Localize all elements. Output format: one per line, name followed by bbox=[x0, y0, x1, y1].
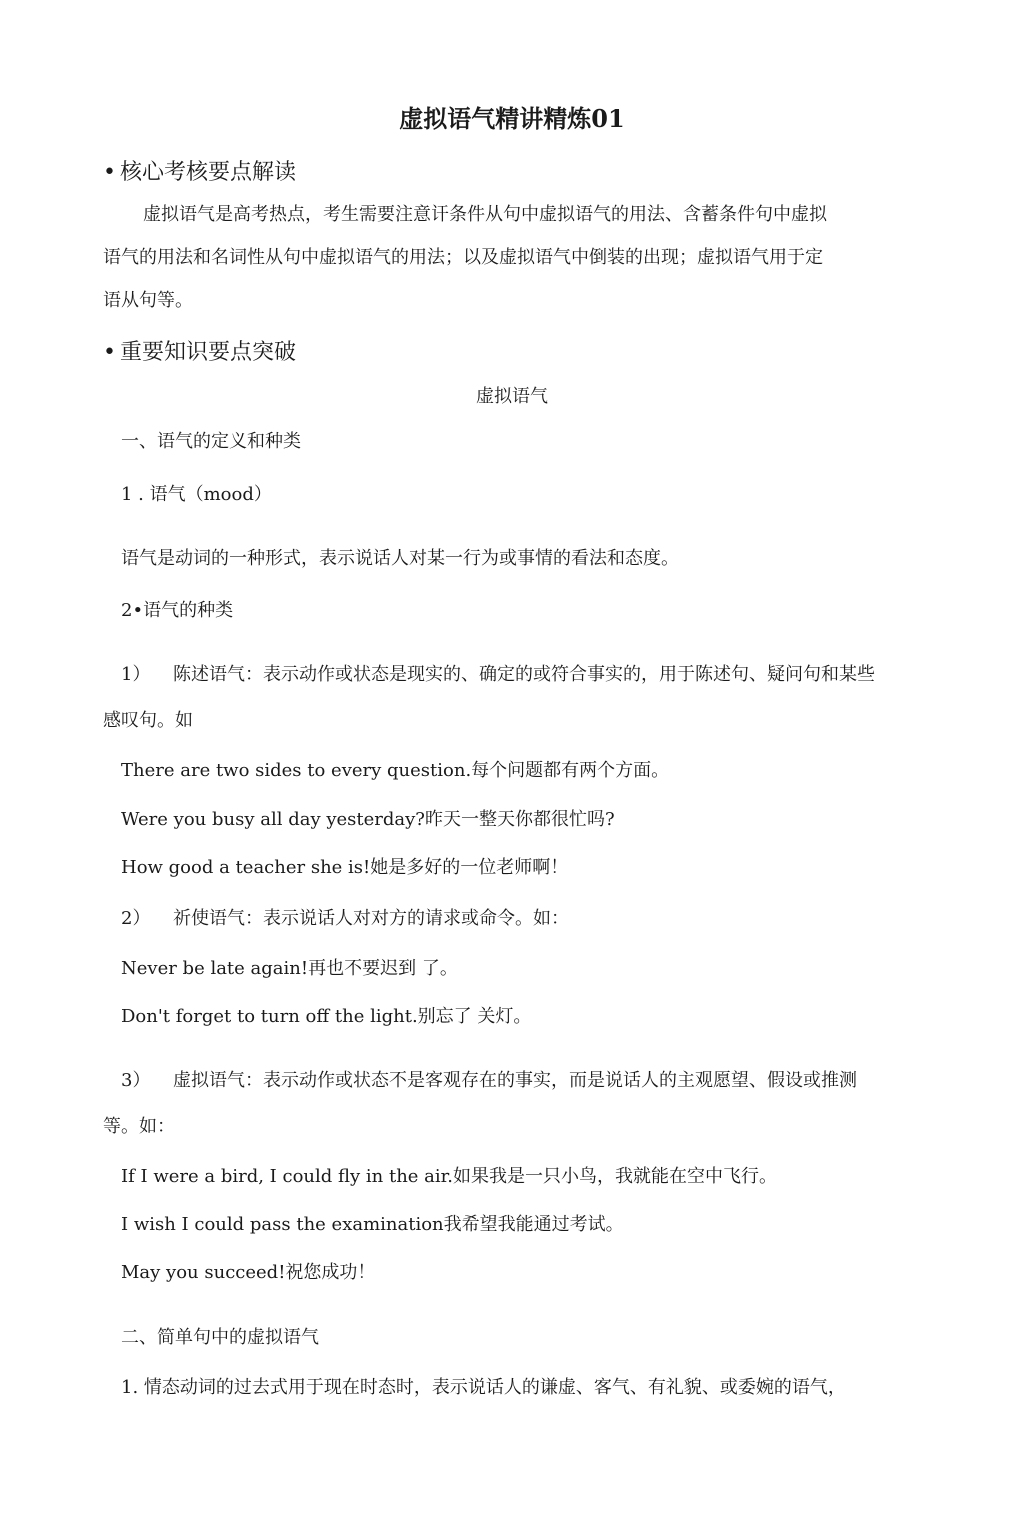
type2-number: 2） bbox=[121, 908, 151, 929]
example-line: Never be late again!再也不要迟到 了。 bbox=[121, 958, 458, 979]
example-line: I wish I could pass the examination我希望我能通过考试。 bbox=[121, 1214, 624, 1235]
subtitle: 虚拟语气 bbox=[476, 386, 548, 407]
example-line: If I were a bird, I could fly in the air.如果我是一只小鸟，我就能在空中飞行。 bbox=[121, 1166, 778, 1187]
type2-text: 祈使语气：表示说话人对对方的请求或命令。如： bbox=[173, 908, 569, 929]
item1-title: 1 . 语气（mood） bbox=[121, 484, 272, 505]
section-heading-core-text: 核心考核要点解读 bbox=[119, 160, 296, 185]
type2-line bbox=[121, 907, 569, 931]
example-line: Don't forget to turn off the light.别忘了 关灯。 bbox=[121, 1006, 532, 1027]
type3-line bbox=[121, 1069, 857, 1093]
intro-paragraph-line: 语气的用法和名词性从句中虚拟语气的用法；以及虚拟语气中倒装的出现；虚拟语气用于定 bbox=[103, 247, 823, 268]
type3-line-cont: 等。如： bbox=[103, 1116, 175, 1137]
bullet-icon: • bbox=[103, 160, 116, 185]
example-line: May you succeed!祝您成功！ bbox=[121, 1262, 376, 1283]
type3-text: 虚拟语气：表示动作或状态不是客观存在的事实，而是说话人的主观愿望、假设或推测 bbox=[173, 1070, 857, 1091]
part2-item1: 1. 情态动词的过去式用于现在时态时，表示说话人的谦虚、客气、有礼貌、或委婉的语气， bbox=[121, 1377, 846, 1398]
part2-heading: 二、简单句中的虚拟语气 bbox=[121, 1327, 319, 1348]
section-heading-key-text: 重要知识要点突破 bbox=[119, 340, 296, 365]
bullet-icon: • bbox=[103, 340, 116, 365]
item2-title: 2•语气的种类 bbox=[121, 600, 234, 621]
example-line: Were you busy all day yesterday?昨天一整天你都很忙吗? bbox=[121, 809, 615, 830]
part1-heading: 一、语气的定义和种类 bbox=[121, 431, 301, 452]
intro-paragraph-line: 虚拟语气是高考热点，考生需要注意讦条件从句中虚拟语气的用法、含蓄条件句中虚拟 bbox=[143, 204, 827, 225]
type1-text: 陈述语气：表示动作或状态是现实的、确定的或符合事实的，用于陈述句、疑问句和某些 bbox=[173, 664, 875, 685]
example-line: How good a teacher she is!她是多好的一位老师啊！ bbox=[121, 857, 569, 878]
section-heading-core bbox=[103, 161, 296, 185]
type1-number: 1） bbox=[121, 664, 151, 685]
type1-line-cont: 感叹句。如 bbox=[103, 710, 193, 731]
type1-line bbox=[121, 663, 875, 687]
type3-number: 3） bbox=[121, 1070, 151, 1091]
intro-paragraph-line: 语从句等。 bbox=[103, 290, 193, 311]
example-line: There are two sides to every question.每个问题都有两个方面。 bbox=[121, 760, 670, 781]
document-title: 虚拟语气精讲精炼01 bbox=[399, 104, 625, 133]
section-heading-key bbox=[103, 341, 296, 365]
item1-text: 语气是动词的一种形式，表示说话人对某一行为或事情的看法和态度。 bbox=[121, 548, 679, 569]
